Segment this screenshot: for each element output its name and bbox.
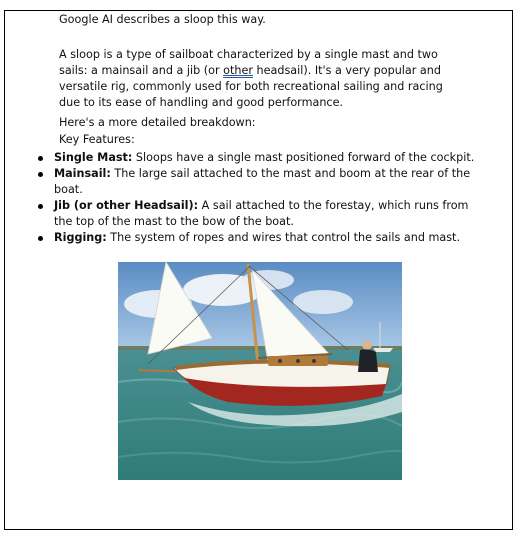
breakdown-line: Here's a more detailed breakdown: [59,116,256,129]
feature-text: A sail attached to the forestay, which runs from the top of the mast to the bow of the boat. [54,199,469,228]
bullet-icon [38,204,43,209]
feature-item-jib [37,198,477,230]
feature-text: The system of ropes and wires that control the sails and mast. [106,231,461,244]
bullet-icon [38,156,43,161]
feature-text: The large sail attached to the mast and boom at the rear of the boat. [54,167,471,196]
sloop-illustration [118,262,402,480]
feature-term: Jib (or other Headsail): [54,199,199,212]
features-list [37,150,477,246]
bullet-icon [38,172,43,177]
feature-term: Mainsail: [54,167,111,180]
feature-item-rigging [37,230,477,246]
feature-item-mainsail [37,166,477,198]
feature-term: Single Mast: [54,151,133,164]
bullet-icon [38,236,43,241]
feature-item-single-mast [37,150,477,166]
feature-text: Sloops have a single mast positioned forward of the cockpit. [132,151,475,164]
sailor-head [362,340,372,350]
intro-line: Google AI describes a sloop this way. [59,13,266,26]
paragraph-text-end: headsail). It's a very popular and versatile rig, commonly used for both recreational sailing and racing due to its ease of handling and good performance. [59,64,443,109]
paragraph-text-start: A sloop is a type of sailboat characterized by a single mast and two sails: a mainsail and a jib (or [59,48,438,77]
sailor-body [358,349,378,372]
underlined-word: other [223,64,253,77]
sloop-photo [118,262,402,480]
key-features-heading: Key Features: [59,133,135,146]
feature-term: Rigging: [54,231,107,244]
description-paragraph [59,47,459,111]
